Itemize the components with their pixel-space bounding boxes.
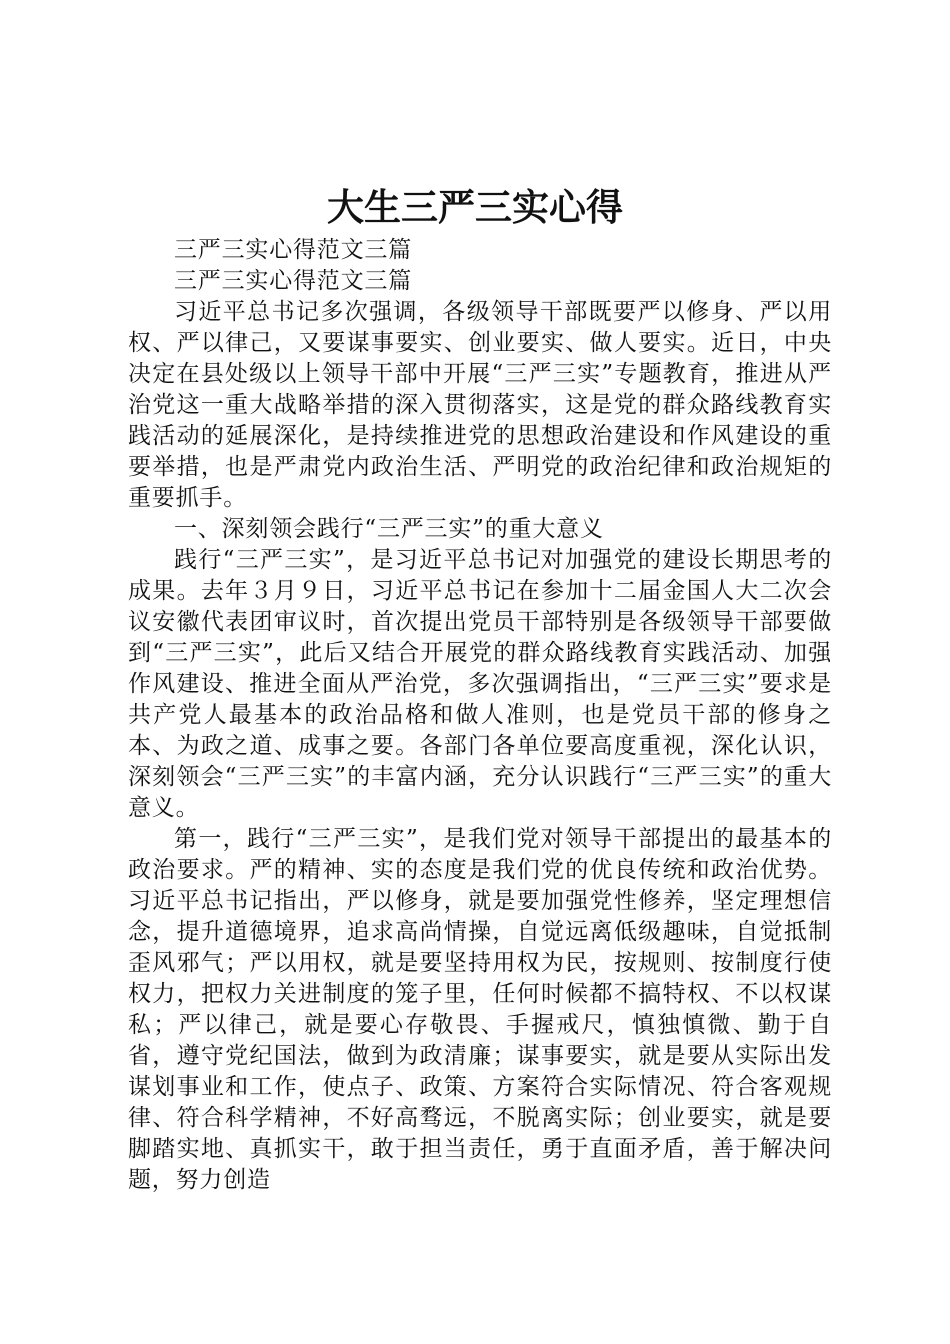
paragraph-intro: 习近平总书记多次强调，各级领导干部既要严以修身、严以用权、严以律己，又要谋事要实、创业要实、做人要实。近日，中央决定在县处级以上领导干部中开展“三严三实”专题教育，推进从严治党这一重大战略举措的深入贯彻落实，这是党的群众路线教育实践活动的延展深化，是持续推进党的思想政治建设和作风建设的重要举措，也是严肃党内政治生活、严明党的政治纪律和政治规矩的重要抓手。 — [128, 299, 832, 511]
paragraph-first-point: 第一，践行“三严三实”，是我们党对领导干部提出的最基本的政治要求。严的精神、实的态度是我们党的优良传统和政治优势。习近平总书记指出，严以修身，就是要加强党性修养，坚定理想信念，提升道德境界，追求高尚情操，自觉远离低级趣味，自觉抵制歪风邪气；严以用权，就是要坚持用权为民，按规则、按制度行使权力，把权力关进制度的笼子里，任何时候都不搞特权、不以权谋私；严以律己，就是要心存敬畏、手握戒尺，慎独慎微、勤于自省，遵守党纪国法，做到为政清廉；谋事要实，就是要从实际出发谋划事业和工作，使点子、政策、方案符合实际情况、符合客观规律、符合科学精神，不好高骛远，不脱离实际；创业要实，就是要脚踏实地、真抓实干，敢于担当责任，勇于直面矛盾，善于解决问题，努力创造 — [128, 826, 832, 1193]
paragraph-subtitle-1: 三严三实心得范文三篇 — [174, 237, 412, 263]
section-heading: 一、深刻领会践行“三严三实”的重大意义 — [174, 516, 604, 542]
document-body — [128, 235, 832, 1196]
paragraph-subtitle-2: 三严三实心得范文三篇 — [174, 268, 412, 294]
paragraph-significance: 践行“三严三实”，是习近平总书记对加强党的建设长期思考的成果。去年３月９日，习近平总书记在参加十二届金国人大二次会议安徽代表团审议时，首次提出党员干部特别是各级领导干部要做到“三严三实”，此后又结合开展党的群众路线教育实践活动、加强作风建设、推进全面从严治党，多次强调指出，“三严三实”要求是共产党人最基本的政治品格和做人准则，也是党员干部的修身之本、为政之道、成事之要。各部门各单位要高度重视，深化认识，深刻领会“三严三实”的丰富内涵，充分认识践行“三严三实”的重大意义。 — [128, 547, 832, 821]
document-title: 大生三严三实心得 — [327, 186, 623, 229]
